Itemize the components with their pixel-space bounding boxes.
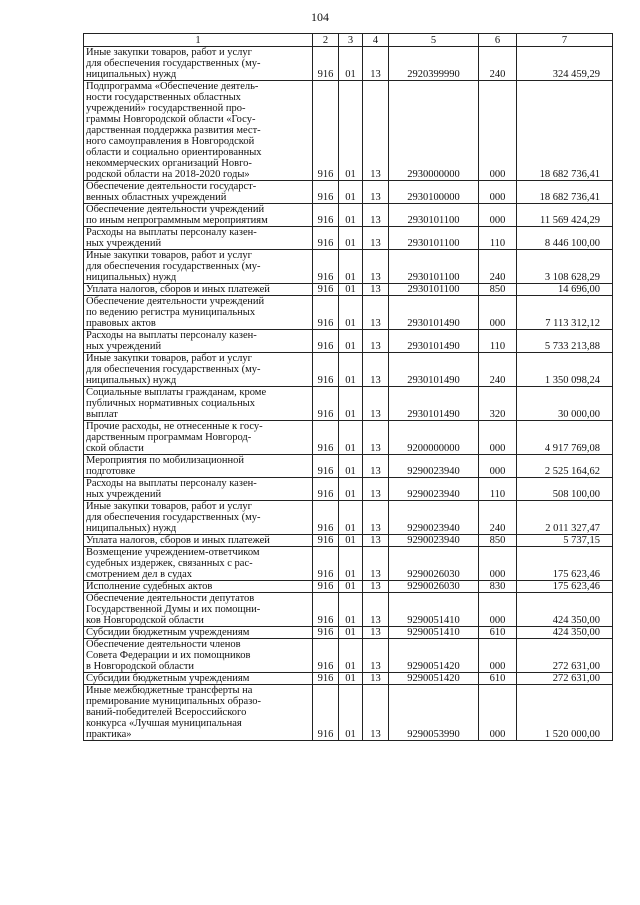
- expense-type-cell: 000: [479, 547, 517, 581]
- row-name-cell: Уплата налогов, сборов и иных платежей: [84, 284, 313, 296]
- subsection-cell: 13: [363, 535, 389, 547]
- column-header: 5: [389, 34, 479, 47]
- expense-type-cell: 240: [479, 501, 517, 535]
- row-name-cell: Обеспечение деятельности государст- венных областных учреждений: [84, 181, 313, 204]
- subsection-cell: 13: [363, 296, 389, 330]
- row-name-cell: Мероприятия по мобилизационной подготовке: [84, 455, 313, 478]
- subsection-cell: 13: [363, 81, 389, 181]
- expense-type-cell: 000: [479, 421, 517, 455]
- row-name-cell: Обеспечение деятельности членов Совета Федерации и их помощников в Новгородской области: [84, 639, 313, 673]
- target-article-cell: 9200000000: [389, 421, 479, 455]
- ministry-code-cell: 916: [313, 547, 339, 581]
- section-cell: 01: [339, 547, 363, 581]
- subsection-cell: 13: [363, 455, 389, 478]
- row-name-cell: Возмещение учреждением-ответчиком судебных издержек, связанных с рас- смотрением дел в судах: [84, 547, 313, 581]
- amount-cell: 8 446 100,00: [517, 227, 613, 250]
- column-header: 1: [84, 34, 313, 47]
- amount-cell: 11 569 424,29: [517, 204, 613, 227]
- ministry-code-cell: 916: [313, 296, 339, 330]
- target-article-cell: 9290026030: [389, 547, 479, 581]
- ministry-code-cell: 916: [313, 455, 339, 478]
- expense-type-cell: 000: [479, 81, 517, 181]
- amount-cell: 324 459,29: [517, 47, 613, 81]
- row-name-cell: Субсидии бюджетным учреждениям: [84, 627, 313, 639]
- section-cell: 01: [339, 478, 363, 501]
- table-row: [84, 455, 613, 478]
- subsection-cell: 13: [363, 330, 389, 353]
- row-name-cell: Обеспечение деятельности депутатов Государственной Думы и их помощни- ков Новгородской области: [84, 593, 313, 627]
- subsection-cell: 13: [363, 685, 389, 741]
- table-row: [84, 547, 613, 581]
- subsection-cell: 13: [363, 627, 389, 639]
- subsection-cell: 13: [363, 181, 389, 204]
- subsection-cell: 13: [363, 593, 389, 627]
- ministry-code-cell: 916: [313, 250, 339, 284]
- section-cell: 01: [339, 421, 363, 455]
- target-article-cell: 9290026030: [389, 581, 479, 593]
- column-header: 6: [479, 34, 517, 47]
- row-name-cell: Субсидии бюджетным учреждениям: [84, 673, 313, 685]
- amount-cell: 2 525 164,62: [517, 455, 613, 478]
- table-row: [84, 627, 613, 639]
- table-row: [84, 478, 613, 501]
- row-name-cell: Исполнение судебных актов: [84, 581, 313, 593]
- subsection-cell: 13: [363, 478, 389, 501]
- table-row: [84, 501, 613, 535]
- section-cell: 01: [339, 250, 363, 284]
- subsection-cell: 13: [363, 581, 389, 593]
- expense-type-cell: 000: [479, 204, 517, 227]
- ministry-code-cell: 916: [313, 181, 339, 204]
- section-cell: 01: [339, 455, 363, 478]
- ministry-code-cell: 916: [313, 581, 339, 593]
- page-number: 104: [311, 10, 329, 24]
- ministry-code-cell: 916: [313, 353, 339, 387]
- target-article-cell: 2930101490: [389, 296, 479, 330]
- amount-cell: 1 350 098,24: [517, 353, 613, 387]
- target-article-cell: 2930101100: [389, 250, 479, 284]
- section-cell: 01: [339, 47, 363, 81]
- table-row: [84, 593, 613, 627]
- table-row: [84, 639, 613, 673]
- ministry-code-cell: 916: [313, 284, 339, 296]
- subsection-cell: 13: [363, 639, 389, 673]
- ministry-code-cell: 916: [313, 387, 339, 421]
- subsection-cell: 13: [363, 284, 389, 296]
- expense-type-cell: 610: [479, 627, 517, 639]
- expense-type-cell: 850: [479, 284, 517, 296]
- subsection-cell: 13: [363, 250, 389, 284]
- section-cell: 01: [339, 181, 363, 204]
- table-row: [84, 685, 613, 741]
- target-article-cell: 9290051410: [389, 627, 479, 639]
- amount-cell: 7 113 312,12: [517, 296, 613, 330]
- section-cell: 01: [339, 593, 363, 627]
- target-article-cell: 2930101490: [389, 387, 479, 421]
- target-article-cell: 2930101490: [389, 353, 479, 387]
- amount-cell: 18 682 736,41: [517, 181, 613, 204]
- row-name-cell: Иные закупки товаров, работ и услуг для обеспечения государственных (му- ниципальных) нужд: [84, 250, 313, 284]
- row-name-cell: Расходы на выплаты персоналу казен- ных учреждений: [84, 478, 313, 501]
- row-name-cell: Расходы на выплаты персоналу казен- ных учреждений: [84, 330, 313, 353]
- expense-type-cell: 320: [479, 387, 517, 421]
- amount-cell: 424 350,00: [517, 593, 613, 627]
- ministry-code-cell: 916: [313, 227, 339, 250]
- amount-cell: 5 737,15: [517, 535, 613, 547]
- expense-type-cell: 240: [479, 47, 517, 81]
- expense-type-cell: 000: [479, 593, 517, 627]
- section-cell: 01: [339, 535, 363, 547]
- section-cell: 01: [339, 581, 363, 593]
- table-header-row: [84, 34, 613, 47]
- row-name-cell: Расходы на выплаты персоналу казен- ных учреждений: [84, 227, 313, 250]
- ministry-code-cell: 916: [313, 593, 339, 627]
- ministry-code-cell: 916: [313, 627, 339, 639]
- section-cell: 01: [339, 227, 363, 250]
- amount-cell: 18 682 736,41: [517, 81, 613, 181]
- budget-table: [83, 33, 613, 741]
- amount-cell: 30 000,00: [517, 387, 613, 421]
- target-article-cell: 9290023940: [389, 455, 479, 478]
- column-header: 7: [517, 34, 613, 47]
- table-row: [84, 284, 613, 296]
- amount-cell: 508 100,00: [517, 478, 613, 501]
- table-row: [84, 47, 613, 81]
- ministry-code-cell: 916: [313, 685, 339, 741]
- section-cell: 01: [339, 387, 363, 421]
- table-row: [84, 673, 613, 685]
- amount-cell: 175 623,46: [517, 581, 613, 593]
- subsection-cell: 13: [363, 227, 389, 250]
- row-name-cell: Иные закупки товаров, работ и услуг для обеспечения государственных (му- ниципальных) нужд: [84, 353, 313, 387]
- target-article-cell: 2930101100: [389, 204, 479, 227]
- target-article-cell: 9290051420: [389, 673, 479, 685]
- ministry-code-cell: 916: [313, 421, 339, 455]
- target-article-cell: 2930101490: [389, 330, 479, 353]
- section-cell: 01: [339, 284, 363, 296]
- table-row: [84, 353, 613, 387]
- ministry-code-cell: 916: [313, 501, 339, 535]
- amount-cell: 272 631,00: [517, 639, 613, 673]
- section-cell: 01: [339, 330, 363, 353]
- table-row: [84, 227, 613, 250]
- expense-type-cell: 850: [479, 535, 517, 547]
- amount-cell: 272 631,00: [517, 673, 613, 685]
- row-name-cell: Обеспечение деятельности учреждений по ведению регистра муниципальных правовых актов: [84, 296, 313, 330]
- row-name-cell: Уплата налогов, сборов и иных платежей: [84, 535, 313, 547]
- target-article-cell: 9290053990: [389, 685, 479, 741]
- target-article-cell: 9290023940: [389, 478, 479, 501]
- table-row: [84, 581, 613, 593]
- row-name-cell: Иные межбюджетные трансферты на премирование муниципальных образо- ваний-победителей Всероссийского конкурса «Лучшая муниципальная практика»: [84, 685, 313, 741]
- ministry-code-cell: 916: [313, 639, 339, 673]
- target-article-cell: 9290023940: [389, 501, 479, 535]
- expense-type-cell: 830: [479, 581, 517, 593]
- target-article-cell: 9290023940: [389, 535, 479, 547]
- target-article-cell: 2930100000: [389, 181, 479, 204]
- section-cell: 01: [339, 685, 363, 741]
- ministry-code-cell: 916: [313, 204, 339, 227]
- expense-type-cell: 110: [479, 478, 517, 501]
- amount-cell: 175 623,46: [517, 547, 613, 581]
- table-row: [84, 421, 613, 455]
- expense-type-cell: 240: [479, 250, 517, 284]
- section-cell: 01: [339, 296, 363, 330]
- ministry-code-cell: 916: [313, 47, 339, 81]
- amount-cell: 424 350,00: [517, 627, 613, 639]
- amount-cell: 2 011 327,47: [517, 501, 613, 535]
- section-cell: 01: [339, 639, 363, 673]
- row-name-cell: Обеспечение деятельности учреждений по иным непрограммным мероприятиям: [84, 204, 313, 227]
- table-row: [84, 250, 613, 284]
- subsection-cell: 13: [363, 353, 389, 387]
- amount-cell: 5 733 213,88: [517, 330, 613, 353]
- table-row: [84, 181, 613, 204]
- expense-type-cell: 000: [479, 296, 517, 330]
- row-name-cell: Иные закупки товаров, работ и услуг для обеспечения государственных (му- ниципальных) нужд: [84, 501, 313, 535]
- expense-type-cell: 000: [479, 455, 517, 478]
- table-row: [84, 204, 613, 227]
- section-cell: 01: [339, 627, 363, 639]
- amount-cell: 4 917 769,08: [517, 421, 613, 455]
- subsection-cell: 13: [363, 421, 389, 455]
- ministry-code-cell: 916: [313, 81, 339, 181]
- table-row: [84, 387, 613, 421]
- subsection-cell: 13: [363, 501, 389, 535]
- amount-cell: 14 696,00: [517, 284, 613, 296]
- ministry-code-cell: 916: [313, 478, 339, 501]
- expense-type-cell: 000: [479, 685, 517, 741]
- table-row: [84, 81, 613, 181]
- expense-type-cell: 110: [479, 330, 517, 353]
- column-header: 2: [313, 34, 339, 47]
- target-article-cell: 2930101100: [389, 284, 479, 296]
- subsection-cell: 13: [363, 547, 389, 581]
- table-row: [84, 535, 613, 547]
- table-row: [84, 330, 613, 353]
- target-article-cell: 2920399990: [389, 47, 479, 81]
- section-cell: 01: [339, 81, 363, 181]
- section-cell: 01: [339, 673, 363, 685]
- ministry-code-cell: 916: [313, 673, 339, 685]
- subsection-cell: 13: [363, 204, 389, 227]
- amount-cell: 3 108 628,29: [517, 250, 613, 284]
- column-header: 4: [363, 34, 389, 47]
- expense-type-cell: 240: [479, 353, 517, 387]
- expense-type-cell: 110: [479, 227, 517, 250]
- target-article-cell: 2930000000: [389, 81, 479, 181]
- row-name-cell: Социальные выплаты гражданам, кроме публичных нормативных социальных выплат: [84, 387, 313, 421]
- target-article-cell: 9290051410: [389, 593, 479, 627]
- expense-type-cell: 610: [479, 673, 517, 685]
- ministry-code-cell: 916: [313, 330, 339, 353]
- column-header: 3: [339, 34, 363, 47]
- section-cell: 01: [339, 204, 363, 227]
- target-article-cell: 9290051420: [389, 639, 479, 673]
- row-name-cell: Подпрограмма «Обеспечение деятель- ности государственных областных учреждений» государственной про- граммы Новгородской области «Госу- дарственная поддержка развития мест- ного самоуправления в Новгородской области и социально ориентированных некоммерческих организаций Новго- родской области на 2018-2020 годы»: [84, 81, 313, 181]
- table-row: [84, 296, 613, 330]
- ministry-code-cell: 916: [313, 535, 339, 547]
- target-article-cell: 2930101100: [389, 227, 479, 250]
- row-name-cell: Иные закупки товаров, работ и услуг для обеспечения государственных (му- ниципальных) нужд: [84, 47, 313, 81]
- section-cell: 01: [339, 501, 363, 535]
- amount-cell: 1 520 000,00: [517, 685, 613, 741]
- section-cell: 01: [339, 353, 363, 387]
- subsection-cell: 13: [363, 387, 389, 421]
- row-name-cell: Прочие расходы, не отнесенные к госу- дарственным программам Новгород- ской области: [84, 421, 313, 455]
- subsection-cell: 13: [363, 47, 389, 81]
- expense-type-cell: 000: [479, 181, 517, 204]
- expense-type-cell: 000: [479, 639, 517, 673]
- subsection-cell: 13: [363, 673, 389, 685]
